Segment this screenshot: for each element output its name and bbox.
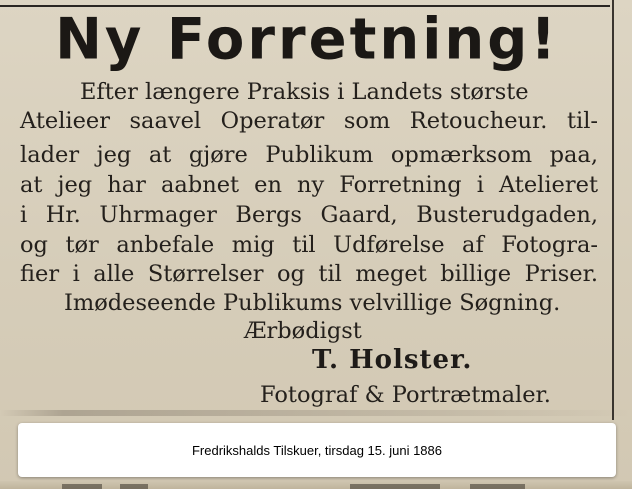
ad-text-line-4: at jeg har aabnet en ny Forretning i Atelieret <box>20 172 598 198</box>
ad-text-line-7: fier i alle Størrelser og til meget billige Priser. <box>20 261 598 287</box>
ad-text-line-3: lader jeg at gjøre Publikum opmærksom paa, <box>20 142 598 168</box>
ad-headline: Ny Forretning! <box>55 6 559 73</box>
print-fragment <box>120 484 148 489</box>
print-fragment <box>350 484 440 489</box>
ad-text-line-1: Efter længere Praksis i Landets største <box>80 79 529 105</box>
caption-text: Fredrikshalds Tilskuer, tirsdag 15. juni 1886 <box>191 442 442 458</box>
ad-text-line-6: og tør anbefale mig til Udførelse af Fotogra- <box>20 232 598 258</box>
ad-signature: T. Holster. <box>312 345 473 375</box>
ad-text-line-2: Atelieer saavel Operatør som Retoucheur. til- <box>20 108 598 134</box>
ad-text-line-5: i Hr. Uhrmager Bergs Gaard, Busterudgaden, <box>20 202 598 228</box>
paper-shadow <box>0 410 632 416</box>
caption-box <box>18 423 616 477</box>
ad-profession: Fotograf & Portrætmaler. <box>260 382 551 408</box>
ad-text-line-8: Imødeseende Publikums velvillige Søgning. <box>64 290 561 316</box>
print-fragment <box>62 484 102 489</box>
ad-closing: Ærbødigst <box>244 318 362 344</box>
print-fragment <box>470 484 525 489</box>
